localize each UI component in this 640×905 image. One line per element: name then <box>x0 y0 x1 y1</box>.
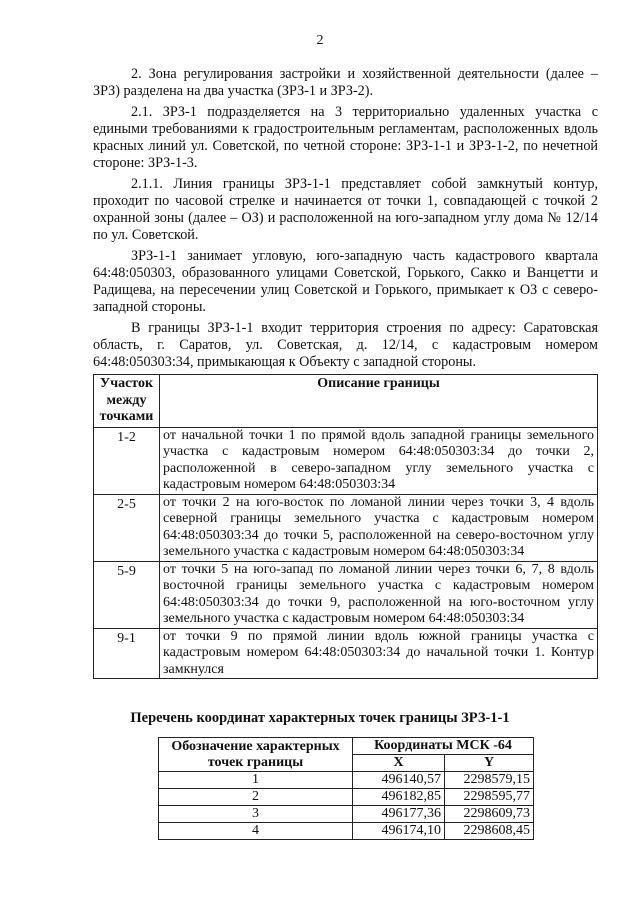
table-header-row <box>159 738 534 755</box>
x-cell: 496174,10 <box>353 823 445 840</box>
table-row <box>94 628 598 679</box>
header-x: X <box>353 755 445 772</box>
description-cell: от точки 9 по прямой линии вдоль южной границы участка с кадастровым номером 64:48:050303:34 до начальной точки 1. Контур замкнулся <box>160 628 598 679</box>
description-cell: от начальной точки 1 по прямой вдоль западной границы земельного участка с кадастровым номером 64:48:050303:34 до точки 2, расположенной в северо-западном углу земельного участка с кадастровым номером 64:48:050303:34 <box>160 427 598 494</box>
page-number: 2 <box>316 33 324 48</box>
paragraph: ЗРЗ-1-1 занимает угловую, юго-западную часть кадастрового квартала 64:48:050303, образованного улицами Советской, Горького, Сакко и Ванцетти и Радищева, на пересечении улиц Советской и Горького, примыкает к ОЗ с северо-западной стороны. <box>93 248 598 315</box>
segment-cell: 5-9 <box>94 561 160 628</box>
point-cell: 3 <box>159 806 353 823</box>
table-row <box>94 427 598 494</box>
paragraph: 2.1.1. Линия границы ЗРЗ-1-1 представляет собой замкнутый контур, проходит по часовой стрелке и начинается от точки 1, совпадающей с точкой 2 охранной зоны (далее – ОЗ) и расположенной на юго-западном углу дома № 12/14 по ул. Советской. <box>93 176 598 243</box>
table-row <box>159 789 534 806</box>
coords-title: Перечень координат характерных точек границы ЗРЗ-1-1 <box>130 710 510 726</box>
description-cell: от точки 2 на юго-восток по ломаной линии через точки 3, 4 вдоль северной границы земельного участка с кадастровым номером 64:48:050303:34 до точки 5, расположенной на северо-восточном углу земельного участка с кадастровым номером 64:48:050303:34 <box>160 494 598 561</box>
header-coords: Координаты МСК -64 <box>353 738 534 755</box>
y-cell: 2298608,45 <box>445 823 534 840</box>
point-cell: 4 <box>159 823 353 840</box>
body-text <box>93 66 598 375</box>
header-point: Обозначение характерных точек границы <box>159 738 353 772</box>
table-row <box>159 772 534 789</box>
header-y: Y <box>445 755 534 772</box>
paragraph: В границы ЗРЗ-1-1 входит территория строения по адресу: Саратовская область, г. Саратов, ул. Советская, д. 12/14, с кадастровым номером 64:48:050303:34, примыкающая к Объекту с западной стороны. <box>93 320 598 370</box>
description-cell: от точки 5 на юго-запад по ломаной линии через точки 6, 7, 8 вдоль восточной границы земельного участка с кадастровым номером 64:48:050303:34 до точки 9, расположенной на юго-восточном углу земельного участка с кадастровым номером 64:48:050303:34 <box>160 561 598 628</box>
x-cell: 496182,85 <box>353 789 445 806</box>
y-cell: 2298595,77 <box>445 789 534 806</box>
segment-cell: 2-5 <box>94 494 160 561</box>
table-row <box>94 494 598 561</box>
table-row <box>159 823 534 840</box>
table-header-row <box>94 375 598 428</box>
table-row <box>94 561 598 628</box>
segment-cell: 1-2 <box>94 427 160 494</box>
coords-table <box>158 737 534 840</box>
y-cell: 2298579,15 <box>445 772 534 789</box>
point-cell: 1 <box>159 772 353 789</box>
boundary-table <box>93 374 598 679</box>
x-cell: 496140,57 <box>353 772 445 789</box>
paragraph: 2. Зона регулирования застройки и хозяйственной деятельности (далее – ЗРЗ) разделена на два участка (ЗРЗ-1 и ЗРЗ-2). <box>93 66 598 99</box>
segment-cell: 9-1 <box>94 628 160 679</box>
point-cell: 2 <box>159 789 353 806</box>
table-row <box>159 806 534 823</box>
y-cell: 2298609,73 <box>445 806 534 823</box>
x-cell: 496177,36 <box>353 806 445 823</box>
header-description: Описание границы <box>160 375 598 428</box>
header-segment: Участок между точками <box>94 375 160 428</box>
paragraph: 2.1. ЗРЗ-1 подразделяется на 3 территориально удаленных участка с едиными требованиями к градостроительным регламентам, расположенных вдоль красных линий ул. Советской, по четной стороне: ЗРЗ-1-1 и ЗРЗ-1-2, по нечетной стороне: ЗРЗ-1-3. <box>93 104 598 171</box>
